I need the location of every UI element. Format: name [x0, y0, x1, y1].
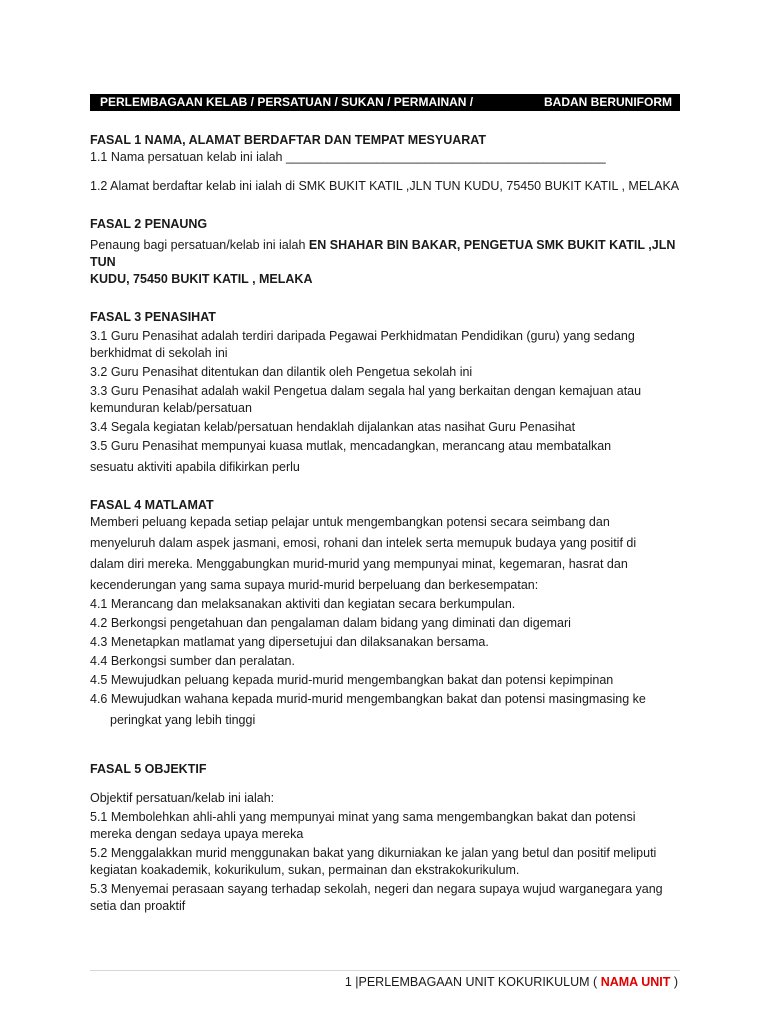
fasal4-item6b: peringkat yang lebih tinggi	[110, 713, 256, 727]
header-right-text: BADAN BERUNIFORM	[544, 95, 672, 109]
fasal3-item1b: berkhidmat di sekolah ini	[90, 346, 228, 360]
fasal5-item1a: 5.1 Membolehkan ahli-ahli yang mempunyai minat yang sama mengembangkan bakat dan potensi	[90, 810, 636, 824]
fasal5-item3a: 5.3 Menyemai perasaan sayang terhadap sekolah, negeri dan negara supaya wujud warganegara yang	[90, 882, 663, 896]
fasal2-title: FASAL 2 PENAUNG	[90, 217, 208, 231]
header-left-text: PERLEMBAGAAN KELAB / PERSATUAN / SUKAN / PERMAINAN /	[100, 95, 474, 109]
fasal5-item2b: kegiatan koakademik, kokurikulum, sukan, permainan dan ekstrakokurikulum.	[90, 863, 520, 877]
fasal5-title: FASAL 5 OBJEKTIF	[90, 762, 207, 776]
fasal4-para-line1: Memberi peluang kepada setiap pelajar untuk mengembangkan potensi secara seimbang dan	[90, 515, 610, 529]
fasal1-title: FASAL 1 NAMA, ALAMAT BERDAFTAR DAN TEMPAT MESYUARAT	[90, 133, 487, 147]
fasal3-item1a: 3.1 Guru Penasihat adalah terdiri daripada Pegawai Perkhidmatan Pendidikan (guru) yang sedang	[90, 329, 635, 343]
fasal5-intro: Objektif persatuan/kelab ini ialah:	[90, 791, 275, 805]
footer-suffix: )	[670, 975, 678, 989]
footer-highlight: NAMA UNIT	[600, 975, 671, 989]
fasal4-item5: 4.5 Mewujudkan peluang kepada murid-murid mengembangkan bakat dan potensi kepimpinan	[90, 673, 614, 687]
fasal4-title: FASAL 4 MATLAMAT	[90, 498, 214, 512]
fasal3-item5b: sesuatu aktiviti apabila difikirkan perlu	[90, 460, 300, 474]
fasal2-bold1: EN SHAHAR BIN BAKAR, PENGETUA SMK BUKIT KATIL ,JLN TUN	[90, 238, 676, 269]
fasal3-item3b: kemunduran kelab/persatuan	[90, 401, 252, 415]
fasal4-item3: 4.3 Menetapkan matlamat yang dipersetujui dan dilaksanakan bersama.	[90, 635, 489, 649]
fasal5-item1b: mereka dengan sedaya upaya mereka	[90, 827, 304, 841]
fasal3-title: FASAL 3 PENASIHAT	[90, 310, 216, 324]
fasal2-body	[90, 237, 680, 271]
fasal3-item3a: 3.3 Guru Penasihat adalah wakil Pengetua dalam segala hal yang berkaitan dengan kemajuan atau	[90, 384, 642, 398]
footer-divider	[90, 970, 680, 971]
fasal4-para-line3: dalam diri mereka. Menggabungkan murid-murid yang mempunyai minat, kegemaran, hasrat dan	[90, 557, 628, 571]
fasal4-item4: 4.4 Berkongsi sumber dan peralatan.	[90, 654, 295, 668]
fasal5-item3b: setia dan proaktif	[90, 899, 186, 913]
fasal2-prefix: Penaung bagi persatuan/kelab ini ialah	[90, 238, 309, 252]
footer-prefix: 1 |PERLEMBAGAAN UNIT KOKURIKULUM (	[344, 975, 601, 989]
fasal4-para-line2: menyeluruh dalam aspek jasmani, emosi, rohani dan intelek serta memupuk budaya yang positif di	[90, 536, 637, 550]
fasal2-bold2: KUDU, 75450 BUKIT KATIL , MELAKA	[90, 272, 313, 286]
fasal5-item2a: 5.2 Menggalakkan murid menggunakan bakat yang dikurniakan ke jalan yang betul dan positif meliputi	[90, 846, 657, 860]
fasal1-line2: 1.2 Alamat berdaftar kelab ini ialah di SMK BUKIT KATIL ,JLN TUN KUDU, 75450 BUKIT KATIL , MELAKA	[90, 179, 680, 193]
fasal4-item2: 4.2 Berkongsi pengetahuan dan pengalaman dalam bidang yang diminati dan digemari	[90, 616, 571, 630]
page-footer	[345, 974, 678, 991]
header-bar	[90, 94, 680, 111]
fasal4-item6a: 4.6 Mewujudkan wahana kepada murid-murid mengembangkan bakat dan potensi masingmasing ke	[90, 692, 646, 706]
document-page	[90, 94, 680, 915]
fasal1-line1: 1.1 Nama persatuan kelab ini ialah ______________________________________________	[90, 150, 606, 164]
fasal3-item2: 3.2 Guru Penasihat ditentukan dan dilantik oleh Pengetua sekolah ini	[90, 365, 473, 379]
fasal4-item1: 4.1 Merancang dan melaksanakan aktiviti dan kegiatan secara berkumpulan.	[90, 597, 516, 611]
fasal4-para-line4: kecenderungan yang sama supaya murid-murid berpeluang dan berkesempatan:	[90, 578, 539, 592]
fasal3-item5a: 3.5 Guru Penasihat mempunyai kuasa mutlak, mencadangkan, merancang atau membatalkan	[90, 439, 612, 453]
fasal3-item4: 3.4 Segala kegiatan kelab/persatuan hendaklah dijalankan atas nasihat Guru Penasihat	[90, 420, 576, 434]
